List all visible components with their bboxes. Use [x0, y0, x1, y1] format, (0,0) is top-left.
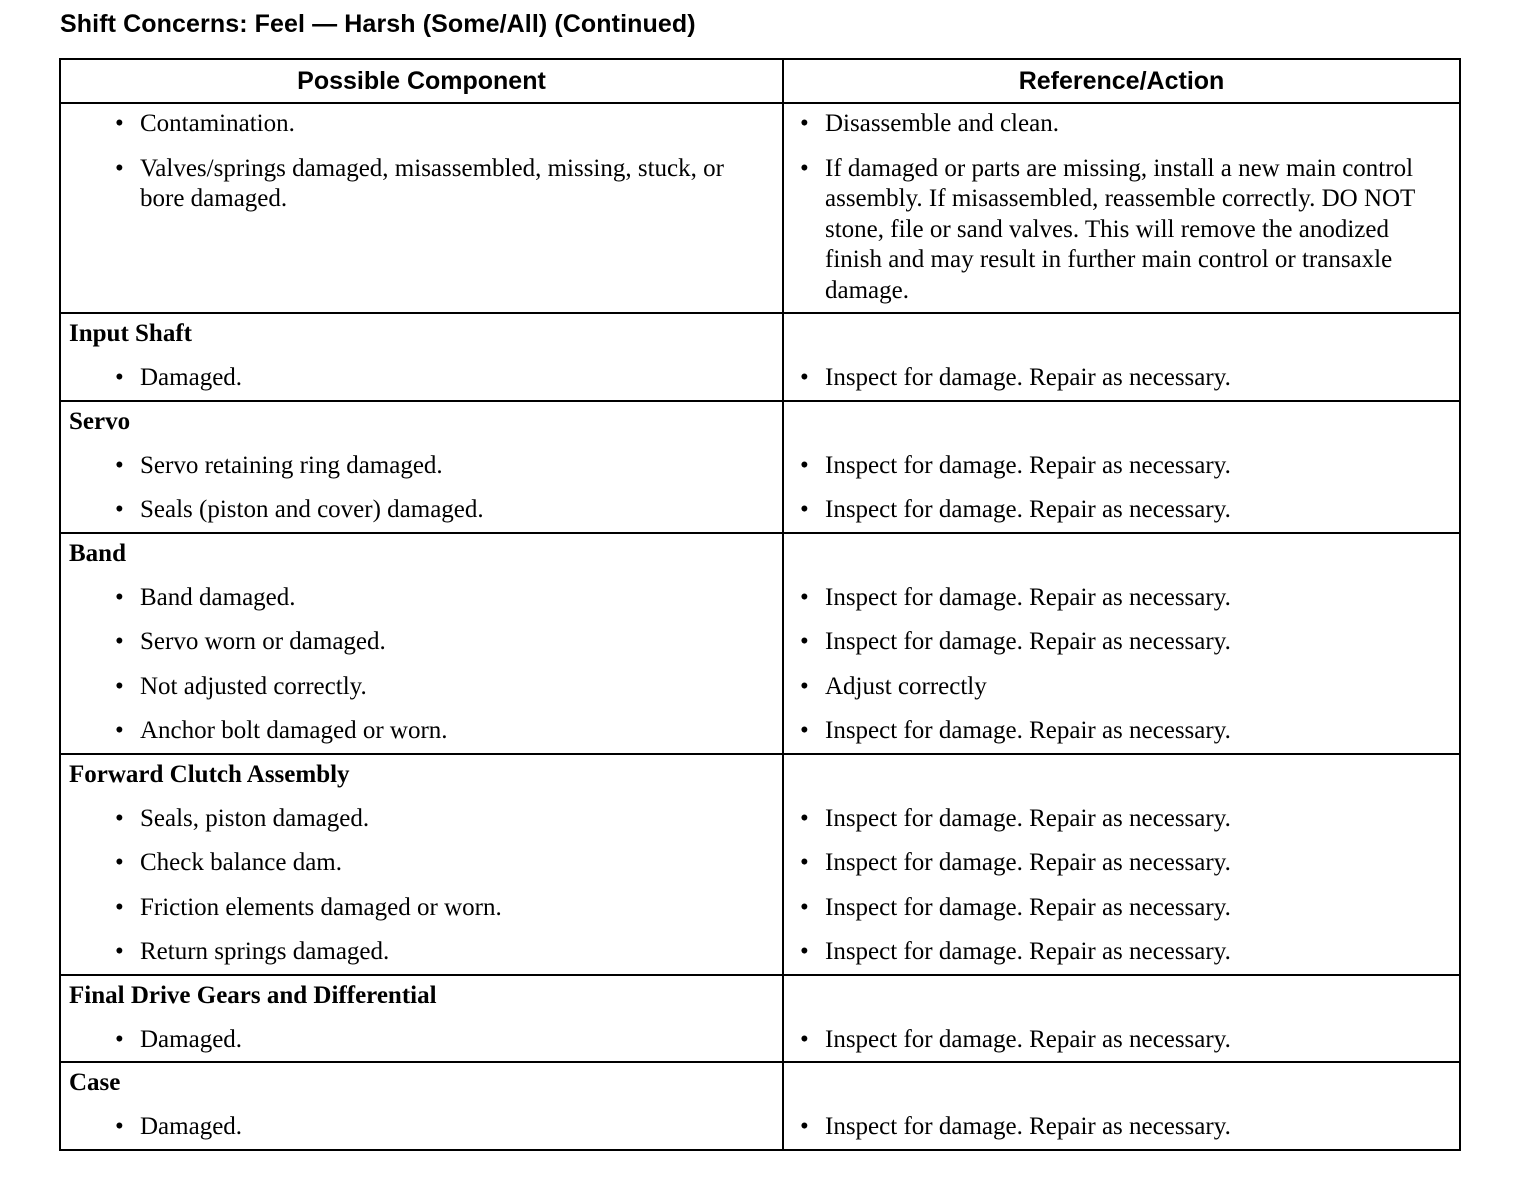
- component-text: Seals, piston damaged.: [140, 804, 370, 832]
- action-text: Inspect for damage. Repair as necessary.: [825, 628, 1231, 655]
- component-item: [69, 363, 774, 394]
- action-item: [792, 363, 1451, 394]
- component-text: Anchor bolt damaged or worn.: [140, 717, 448, 744]
- component-cell: [60, 754, 783, 975]
- action-text: Inspect for damage. Repair as necessary.: [825, 1113, 1231, 1140]
- component-text: Seals (piston and cover) damaged.: [140, 496, 484, 523]
- table-row: [60, 533, 1460, 754]
- diagnostic-table: [59, 58, 1461, 1151]
- bullet-icon: •: [115, 893, 124, 921]
- component-cell: [60, 533, 783, 754]
- section-heading: Input Shaft: [69, 320, 192, 347]
- action-item: [792, 804, 1451, 835]
- table-row: [60, 313, 1460, 401]
- bullet-icon: •: [115, 672, 124, 700]
- bullet-icon: •: [115, 154, 124, 182]
- component-text: Contamination.: [140, 110, 295, 137]
- component-item: [69, 583, 774, 614]
- action-item: [792, 109, 1451, 140]
- component-text: Check balance dam.: [140, 849, 342, 876]
- action-text: If damaged or parts are missing, install a new main control assembly. If misassembled, reassemble correctly. DO NOT stone, file or sand valves. This will remove the anodized finish and may result in further main control or transaxle damage.: [825, 154, 1415, 304]
- bullet-icon: •: [115, 583, 124, 611]
- action-cell: [783, 401, 1460, 533]
- action-cell: [783, 313, 1460, 401]
- bullet-icon: •: [800, 1025, 809, 1053]
- bullet-icon: •: [800, 804, 809, 832]
- component-item: [69, 154, 774, 215]
- component-item: [69, 1025, 774, 1056]
- action-cell: [783, 533, 1460, 754]
- component-text: Damaged.: [140, 1113, 243, 1140]
- component-item: [69, 109, 774, 140]
- action-item: [792, 495, 1451, 526]
- bullet-icon: •: [115, 804, 124, 832]
- component-text: Servo retaining ring damaged.: [140, 451, 443, 479]
- action-item: [792, 716, 1451, 747]
- component-text: Not adjusted correctly.: [140, 672, 367, 700]
- bullet-icon: •: [115, 496, 124, 523]
- component-item: [69, 893, 774, 924]
- action-item: [792, 848, 1451, 879]
- bullet-icon: •: [115, 451, 124, 479]
- action-item: [792, 1112, 1451, 1143]
- component-item: [69, 627, 774, 658]
- section-heading: Servo: [69, 407, 131, 435]
- bullet-icon: •: [800, 451, 809, 479]
- action-text: Inspect for damage. Repair as necessary.: [825, 1025, 1231, 1053]
- bullet-icon: •: [115, 717, 124, 744]
- action-item: [792, 451, 1451, 482]
- component-item: [69, 937, 774, 968]
- section-heading: Forward Clutch Assembly: [69, 760, 350, 788]
- bullet-icon: •: [800, 849, 809, 876]
- action-text: Inspect for damage. Repair as necessary.: [825, 804, 1231, 832]
- component-cell: [60, 975, 783, 1063]
- header-row: [60, 59, 1460, 103]
- bullet-icon: •: [115, 938, 124, 965]
- action-text: Inspect for damage. Repair as necessary.: [825, 717, 1231, 744]
- action-item: [792, 583, 1451, 614]
- bullet-icon: •: [115, 628, 124, 655]
- bullet-icon: •: [115, 849, 124, 876]
- table-row: [60, 1062, 1460, 1150]
- component-text: Valves/springs damaged, misassembled, missing, stuck, or bore damaged.: [140, 154, 724, 212]
- table-row: [60, 754, 1460, 975]
- bullet-icon: •: [115, 1113, 124, 1140]
- bullet-icon: •: [115, 364, 124, 391]
- component-item: [69, 495, 774, 526]
- table-row: [60, 975, 1460, 1063]
- section-heading: Band: [69, 539, 126, 567]
- action-text: Disassemble and clean.: [825, 110, 1059, 137]
- bullet-icon: •: [800, 628, 809, 655]
- action-cell: [783, 103, 1460, 313]
- action-item: [792, 627, 1451, 658]
- bullet-icon: •: [800, 583, 809, 611]
- section-heading: Final Drive Gears and Differential: [69, 981, 437, 1009]
- component-text: Damaged.: [140, 364, 243, 391]
- component-text: Return springs damaged.: [140, 938, 390, 965]
- action-text: Inspect for damage. Repair as necessary.: [825, 893, 1231, 921]
- column-header-action: Reference/Action: [783, 59, 1460, 103]
- action-text: Inspect for damage. Repair as necessary.: [825, 849, 1231, 876]
- section-heading: Case: [69, 1069, 121, 1096]
- bullet-icon: •: [800, 364, 809, 391]
- bullet-icon: •: [800, 496, 809, 523]
- bullet-icon: •: [800, 717, 809, 744]
- bullet-icon: •: [800, 154, 809, 182]
- action-item: [792, 154, 1451, 307]
- bullet-icon: •: [115, 110, 124, 137]
- page-title: Shift Concerns: Feel — Harsh (Some/All) (Continued): [60, 10, 696, 38]
- component-text: Band damaged.: [140, 583, 296, 611]
- component-text: Servo worn or damaged.: [140, 628, 386, 655]
- action-item: [792, 893, 1451, 924]
- action-text: Inspect for damage. Repair as necessary.: [825, 496, 1231, 523]
- component-item: [69, 804, 774, 835]
- component-item: [69, 848, 774, 879]
- action-text: Inspect for damage. Repair as necessary.: [825, 938, 1231, 965]
- bullet-icon: •: [800, 672, 809, 700]
- component-item: [69, 672, 774, 703]
- component-cell: [60, 401, 783, 533]
- table-body: [60, 103, 1460, 1150]
- action-item: [792, 1025, 1451, 1056]
- action-text: Inspect for damage. Repair as necessary.: [825, 364, 1231, 391]
- action-cell: [783, 1062, 1460, 1150]
- action-text: Inspect for damage. Repair as necessary.: [825, 451, 1231, 479]
- bullet-icon: •: [800, 1113, 809, 1140]
- bullet-icon: •: [800, 893, 809, 921]
- component-cell: [60, 313, 783, 401]
- action-item: [792, 672, 1451, 703]
- bullet-icon: •: [800, 110, 809, 137]
- action-cell: [783, 975, 1460, 1063]
- bullet-icon: •: [115, 1025, 124, 1053]
- action-text: Adjust correctly: [825, 672, 987, 700]
- table-row: [60, 103, 1460, 313]
- bullet-icon: •: [800, 938, 809, 965]
- component-item: [69, 716, 774, 747]
- component-item: [69, 451, 774, 482]
- component-text: Friction elements damaged or worn.: [140, 893, 502, 921]
- table-row: [60, 401, 1460, 533]
- component-text: Damaged.: [140, 1025, 243, 1053]
- action-cell: [783, 754, 1460, 975]
- component-cell: [60, 103, 783, 313]
- action-text: Inspect for damage. Repair as necessary.: [825, 583, 1231, 611]
- action-item: [792, 937, 1451, 968]
- component-cell: [60, 1062, 783, 1150]
- column-header-component: Possible Component: [60, 59, 783, 103]
- component-item: [69, 1112, 774, 1143]
